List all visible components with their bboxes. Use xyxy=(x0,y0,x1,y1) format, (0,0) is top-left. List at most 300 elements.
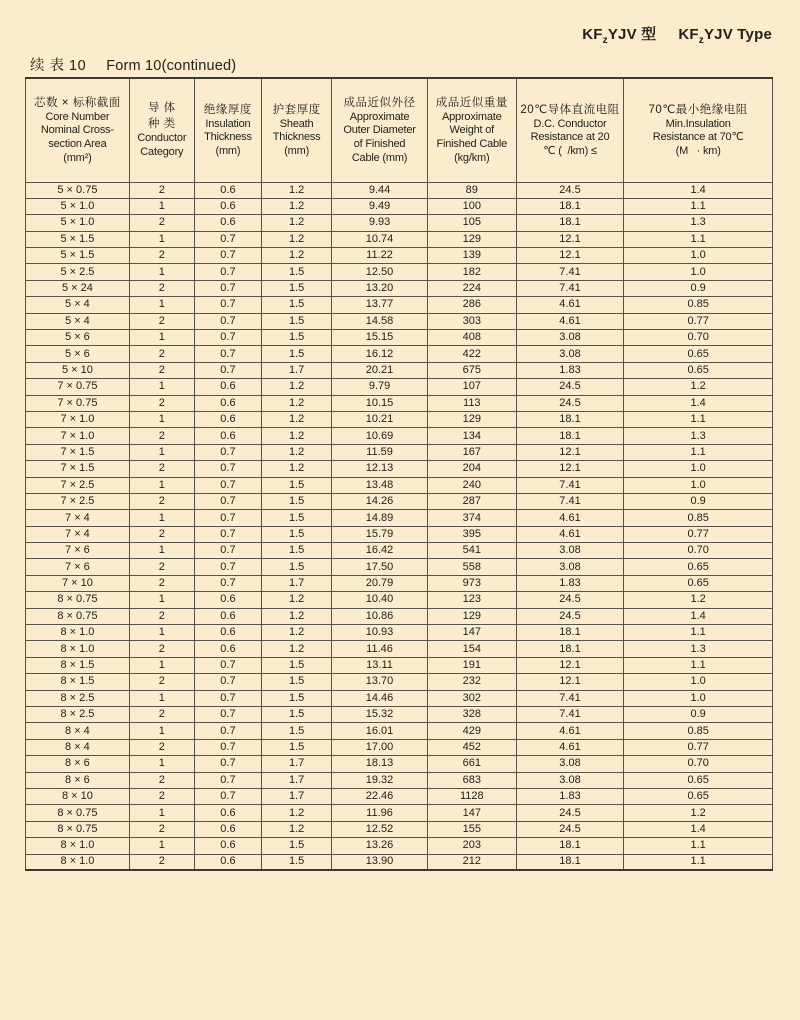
table-cell: 18.13 xyxy=(332,756,428,772)
table-cell: 2 xyxy=(129,461,194,477)
table-cell: 4.61 xyxy=(516,510,624,526)
table-cell: 558 xyxy=(427,559,516,575)
table-cell: 1.0 xyxy=(624,477,773,493)
table-row xyxy=(26,280,773,296)
table-cell: 4.61 xyxy=(516,526,624,542)
table-cell: 1.2 xyxy=(262,821,332,837)
table-cell: 105 xyxy=(427,215,516,231)
header-row xyxy=(26,78,773,182)
table-cell: 14.89 xyxy=(332,510,428,526)
table-cell: 16.42 xyxy=(332,543,428,559)
column-header-line: of Finished xyxy=(353,138,406,151)
table-cell: 0.7 xyxy=(194,264,261,280)
column-header xyxy=(516,78,624,182)
column-header-line: Sheath xyxy=(279,117,314,130)
table-cell: 0.65 xyxy=(624,362,773,378)
table-cell: 302 xyxy=(427,690,516,706)
column-header-line: 成品近似重量 xyxy=(435,96,508,109)
table-cell: 15.79 xyxy=(332,526,428,542)
table-cell: 4.61 xyxy=(516,723,624,739)
table-cell: 17.00 xyxy=(332,739,428,755)
table-cell: 2 xyxy=(129,674,194,690)
table-cell: 5 × 24 xyxy=(26,280,130,296)
table-cell: 7 × 4 xyxy=(26,510,130,526)
table-cell: 203 xyxy=(427,838,516,854)
table-cell: 0.7 xyxy=(194,526,261,542)
table-row xyxy=(26,477,773,493)
table-row xyxy=(26,788,773,804)
table-cell: 2 xyxy=(129,280,194,296)
table-cell: 7 × 1.5 xyxy=(26,461,130,477)
table-cell: 1.5 xyxy=(262,280,332,296)
table-cell: 8 × 4 xyxy=(26,723,130,739)
table-cell: 232 xyxy=(427,674,516,690)
table-cell: 1.5 xyxy=(262,477,332,493)
table-cell: 1.0 xyxy=(624,674,773,690)
table-cell: 8 × 6 xyxy=(26,756,130,772)
column-header xyxy=(427,78,516,182)
column-header-line: Nominal Cross- xyxy=(40,124,114,137)
table-cell: 0.7 xyxy=(194,248,261,264)
table-cell: 0.70 xyxy=(624,330,773,346)
table-cell: 0.77 xyxy=(624,526,773,542)
table-cell: 24.5 xyxy=(516,379,624,395)
table-cell: 1 xyxy=(129,756,194,772)
table-cell: 2 xyxy=(129,215,194,231)
column-header-line: Min.Insulation xyxy=(665,117,731,130)
table-cell: 5 × 1.5 xyxy=(26,231,130,247)
table-cell: 16.12 xyxy=(332,346,428,362)
table-cell: 1 xyxy=(129,838,194,854)
column-header-line: Resistance at 70℃ xyxy=(652,131,744,144)
table-cell: 2 xyxy=(129,707,194,723)
column-header-line: Approximate xyxy=(349,110,410,123)
table-cell: 1.2 xyxy=(262,608,332,624)
table-cell: 1.1 xyxy=(624,657,773,673)
table-cell: 240 xyxy=(427,477,516,493)
table-cell: 3.08 xyxy=(516,543,624,559)
table-cell: 155 xyxy=(427,821,516,837)
table-cell: 0.7 xyxy=(194,559,261,575)
table-row xyxy=(26,805,773,821)
table-row xyxy=(26,330,773,346)
table-cell: 1 xyxy=(129,198,194,214)
column-header-line: (M · km) xyxy=(675,145,721,158)
table-cell: 0.7 xyxy=(194,575,261,591)
table-cell: 1.0 xyxy=(624,690,773,706)
column-header xyxy=(129,78,194,182)
table-cell: 7.41 xyxy=(516,690,624,706)
table-cell: 14.26 xyxy=(332,493,428,509)
table-cell: 7 × 0.75 xyxy=(26,395,130,411)
column-header-line: Thickness xyxy=(204,131,252,144)
table-cell: 0.6 xyxy=(194,641,261,657)
table-cell: 1.2 xyxy=(262,182,332,198)
table-cell: 0.7 xyxy=(194,788,261,804)
column-header xyxy=(26,78,130,182)
table-cell: 0.7 xyxy=(194,723,261,739)
cable-spec-table xyxy=(25,77,773,871)
table-cell: 0.7 xyxy=(194,280,261,296)
table-row xyxy=(26,297,773,313)
table-cell: 0.7 xyxy=(194,362,261,378)
table-cell: 1.2 xyxy=(262,805,332,821)
table-cell: 1.2 xyxy=(262,592,332,608)
table-cell: 1.5 xyxy=(262,854,332,870)
table-cell: 2 xyxy=(129,641,194,657)
column-header-line: Core Number xyxy=(45,110,110,123)
table-cell: 2 xyxy=(129,362,194,378)
table-cell: 18.1 xyxy=(516,854,624,870)
table-cell: 0.7 xyxy=(194,690,261,706)
table-cell: 0.6 xyxy=(194,854,261,870)
table-cell: 0.85 xyxy=(624,510,773,526)
table-cell: 18.1 xyxy=(516,411,624,427)
column-header-line: (kg/km) xyxy=(454,152,490,165)
table-cell: 7 × 6 xyxy=(26,543,130,559)
column-header-line: Category xyxy=(140,146,184,159)
table-cell: 12.13 xyxy=(332,461,428,477)
table-cell: 154 xyxy=(427,641,516,657)
table-cell: 100 xyxy=(427,198,516,214)
table-cell: 0.65 xyxy=(624,559,773,575)
table-cell: 89 xyxy=(427,182,516,198)
table-cell: 129 xyxy=(427,608,516,624)
table-cell: 1 xyxy=(129,297,194,313)
table-cell: 1.83 xyxy=(516,575,624,591)
table-cell: 1.1 xyxy=(624,411,773,427)
table-cell: 2 xyxy=(129,182,194,198)
column-header-line: 20℃导体直流电阻 xyxy=(520,103,620,116)
table-row xyxy=(26,461,773,477)
table-cell: 18.1 xyxy=(516,428,624,444)
table-cell: 134 xyxy=(427,428,516,444)
table-cell: 7 × 1.0 xyxy=(26,428,130,444)
table-cell: 13.48 xyxy=(332,477,428,493)
table-cell: 973 xyxy=(427,575,516,591)
table-cell: 8 × 0.75 xyxy=(26,805,130,821)
table-cell: 1 xyxy=(129,805,194,821)
table-cell: 1.2 xyxy=(262,641,332,657)
table-cell: 24.5 xyxy=(516,821,624,837)
table-cell: 5 × 6 xyxy=(26,346,130,362)
table-cell: 0.65 xyxy=(624,346,773,362)
table-cell: 1.4 xyxy=(624,182,773,198)
table-cell: 0.7 xyxy=(194,444,261,460)
table-cell: 1.5 xyxy=(262,346,332,362)
table-row xyxy=(26,723,773,739)
table-row xyxy=(26,690,773,706)
table-cell: 0.7 xyxy=(194,461,261,477)
table-cell: 1.5 xyxy=(262,690,332,706)
table-cell: 8 × 0.75 xyxy=(26,592,130,608)
table-cell: 9.93 xyxy=(332,215,428,231)
table-cell: 2 xyxy=(129,313,194,329)
table-cell: 2 xyxy=(129,493,194,509)
table-cell: 7.41 xyxy=(516,493,624,509)
table-cell: 1.7 xyxy=(262,362,332,378)
table-cell: 0.7 xyxy=(194,510,261,526)
table-cell: 1.3 xyxy=(624,428,773,444)
column-header-line: Insulation xyxy=(205,117,251,130)
table-cell: 0.7 xyxy=(194,346,261,362)
table-cell: 1.5 xyxy=(262,330,332,346)
column-header-line: 导 体 xyxy=(147,102,176,115)
table-cell: 1 xyxy=(129,657,194,673)
table-cell: 0.85 xyxy=(624,723,773,739)
table-row xyxy=(26,608,773,624)
table-cell: 7 × 2.5 xyxy=(26,477,130,493)
table-header xyxy=(26,78,773,182)
table-cell: 1.5 xyxy=(262,493,332,509)
table-cell: 5 × 4 xyxy=(26,297,130,313)
table-cell: 1.2 xyxy=(262,428,332,444)
table-row xyxy=(26,198,773,214)
table-cell: 1.1 xyxy=(624,625,773,641)
table-cell: 0.6 xyxy=(194,411,261,427)
table-cell: 10.93 xyxy=(332,625,428,641)
table-cell: 7 × 2.5 xyxy=(26,493,130,509)
column-header-line: Thickness xyxy=(272,131,321,144)
table-cell: 1 xyxy=(129,690,194,706)
table-cell: 10.86 xyxy=(332,608,428,624)
table-cell: 13.77 xyxy=(332,297,428,313)
table-cell: 0.6 xyxy=(194,592,261,608)
table-cell: 12.52 xyxy=(332,821,428,837)
table-cell: 12.1 xyxy=(516,657,624,673)
table-cell: 1 xyxy=(129,625,194,641)
table-cell: 422 xyxy=(427,346,516,362)
table-cell: 12.1 xyxy=(516,231,624,247)
table-cell: 1.3 xyxy=(624,215,773,231)
table-cell: 13.90 xyxy=(332,854,428,870)
table-cell: 2 xyxy=(129,346,194,362)
table-cell: 1.7 xyxy=(262,772,332,788)
table-cell: 7 × 10 xyxy=(26,575,130,591)
table-cell: 1.5 xyxy=(262,526,332,542)
table-row xyxy=(26,362,773,378)
table-cell: 2 xyxy=(129,559,194,575)
spec-table-container xyxy=(25,77,773,871)
table-cell: 8 × 1.0 xyxy=(26,854,130,870)
table-cell: 1 xyxy=(129,477,194,493)
table-cell: 0.7 xyxy=(194,543,261,559)
table-cell: 1.2 xyxy=(262,444,332,460)
table-cell: 2 xyxy=(129,248,194,264)
table-cell: 11.46 xyxy=(332,641,428,657)
table-cell: 0.65 xyxy=(624,772,773,788)
table-cell: 0.85 xyxy=(624,297,773,313)
table-cell: 15.32 xyxy=(332,707,428,723)
table-cell: 7 × 0.75 xyxy=(26,379,130,395)
table-cell: 0.6 xyxy=(194,821,261,837)
table-cell: 5 × 0.75 xyxy=(26,182,130,198)
table-row xyxy=(26,248,773,264)
table-cell: 286 xyxy=(427,297,516,313)
table-cell: 2 xyxy=(129,428,194,444)
table-cell: 3.08 xyxy=(516,756,624,772)
table-cell: 2 xyxy=(129,788,194,804)
table-cell: 13.70 xyxy=(332,674,428,690)
table-cell: 1 xyxy=(129,543,194,559)
table-row xyxy=(26,592,773,608)
table-row xyxy=(26,838,773,854)
table-cell: 0.7 xyxy=(194,657,261,673)
column-header-line: (mm²) xyxy=(63,152,92,165)
table-cell: 0.6 xyxy=(194,805,261,821)
table-row xyxy=(26,772,773,788)
table-cell: 1.4 xyxy=(624,395,773,411)
table-row xyxy=(26,526,773,542)
table-cell: 0.7 xyxy=(194,297,261,313)
column-header-line: D.C. Conductor xyxy=(533,117,607,130)
table-cell: 212 xyxy=(427,854,516,870)
table-cell: 0.9 xyxy=(624,493,773,509)
table-cell: 0.9 xyxy=(624,280,773,296)
table-cell: 1.5 xyxy=(262,510,332,526)
table-cell: 1.3 xyxy=(624,641,773,657)
table-cell: 395 xyxy=(427,526,516,542)
table-cell: 0.7 xyxy=(194,330,261,346)
table-cell: 1.2 xyxy=(262,461,332,477)
table-cell: 224 xyxy=(427,280,516,296)
column-header-line: Outer Diameter xyxy=(343,124,416,137)
table-cell: 147 xyxy=(427,625,516,641)
table-cell: 4.61 xyxy=(516,739,624,755)
table-row xyxy=(26,575,773,591)
table-cell: 2 xyxy=(129,739,194,755)
table-cell: 1.1 xyxy=(624,854,773,870)
table-cell: 1.2 xyxy=(262,231,332,247)
table-cell: 13.26 xyxy=(332,838,428,854)
table-cell: 0.7 xyxy=(194,493,261,509)
table-cell: 11.96 xyxy=(332,805,428,821)
table-cell: 5 × 6 xyxy=(26,330,130,346)
table-cell: 3.08 xyxy=(516,772,624,788)
column-header xyxy=(194,78,261,182)
table-cell: 1 xyxy=(129,723,194,739)
column-header-line: 护套厚度 xyxy=(272,103,321,116)
table-cell: 0.6 xyxy=(194,608,261,624)
table-cell: 7 × 6 xyxy=(26,559,130,575)
table-cell: 0.65 xyxy=(624,575,773,591)
table-cell: 1.5 xyxy=(262,543,332,559)
table-cell: 8 × 4 xyxy=(26,739,130,755)
column-header-line: 70℃最小绝缘电阻 xyxy=(648,103,748,116)
column-header-line: Cable (mm) xyxy=(351,152,408,165)
table-row xyxy=(26,493,773,509)
table-cell: 18.1 xyxy=(516,625,624,641)
table-cell: 12.50 xyxy=(332,264,428,280)
table-cell: 0.6 xyxy=(194,215,261,231)
table-cell: 1.7 xyxy=(262,756,332,772)
table-cell: 24.5 xyxy=(516,592,624,608)
table-cell: 11.59 xyxy=(332,444,428,460)
table-cell: 1.7 xyxy=(262,788,332,804)
table-cell: 1.2 xyxy=(262,248,332,264)
table-cell: 0.7 xyxy=(194,477,261,493)
table-cell: 1.5 xyxy=(262,674,332,690)
table-cell: 7 × 1.0 xyxy=(26,411,130,427)
table-cell: 1.0 xyxy=(624,461,773,477)
table-cell: 5 × 4 xyxy=(26,313,130,329)
table-row xyxy=(26,756,773,772)
table-cell: 20.79 xyxy=(332,575,428,591)
table-cell: 1.4 xyxy=(624,608,773,624)
table-cell: 5 × 1.5 xyxy=(26,248,130,264)
table-cell: 0.6 xyxy=(194,182,261,198)
table-cell: 452 xyxy=(427,739,516,755)
caption-en: Form 10(continued) xyxy=(106,58,237,74)
table-cell: 1.7 xyxy=(262,575,332,591)
table-cell: 8 × 10 xyxy=(26,788,130,804)
table-cell: 0.65 xyxy=(624,788,773,804)
table-cell: 303 xyxy=(427,313,516,329)
table-row xyxy=(26,657,773,673)
table-cell: 9.79 xyxy=(332,379,428,395)
table-cell: 1.1 xyxy=(624,838,773,854)
table-cell: 8 × 0.75 xyxy=(26,821,130,837)
table-cell: 18.1 xyxy=(516,215,624,231)
table-cell: 9.44 xyxy=(332,182,428,198)
table-cell: 8 × 6 xyxy=(26,772,130,788)
table-cell: 1.2 xyxy=(262,625,332,641)
table-cell: 0.70 xyxy=(624,543,773,559)
table-cell: 10.40 xyxy=(332,592,428,608)
table-cell: 429 xyxy=(427,723,516,739)
table-cell: 0.6 xyxy=(194,395,261,411)
cable-type-cn: $KF_zYJV$ 型 xyxy=(582,26,657,46)
table-cell: 4.61 xyxy=(516,313,624,329)
column-header-line: 绝缘厚度 xyxy=(203,103,252,116)
table-cell: 15.15 xyxy=(332,330,428,346)
table-cell: 1.5 xyxy=(262,264,332,280)
table-row xyxy=(26,625,773,641)
table-cell: 675 xyxy=(427,362,516,378)
table-cell: 0.6 xyxy=(194,625,261,641)
table-cell: 0.7 xyxy=(194,739,261,755)
table-cell: 13.11 xyxy=(332,657,428,673)
table-cell: 18.1 xyxy=(516,641,624,657)
table-row xyxy=(26,215,773,231)
table-cell: 1 xyxy=(129,264,194,280)
table-cell: 129 xyxy=(427,411,516,427)
table-cell: 1 xyxy=(129,444,194,460)
table-cell: 7.41 xyxy=(516,477,624,493)
table-cell: 1.83 xyxy=(516,788,624,804)
table-cell: 2 xyxy=(129,608,194,624)
table-cell: 8 × 1.0 xyxy=(26,625,130,641)
table-cell: 1.5 xyxy=(262,559,332,575)
table-cell: 0.70 xyxy=(624,756,773,772)
table-cell: 24.5 xyxy=(516,805,624,821)
table-row xyxy=(26,854,773,870)
table-cell: 129 xyxy=(427,231,516,247)
table-cell: 113 xyxy=(427,395,516,411)
table-cell: 0.6 xyxy=(194,379,261,395)
table-cell: 1.5 xyxy=(262,657,332,673)
table-cell: 0.6 xyxy=(194,838,261,854)
column-header-line: Weight of xyxy=(449,124,495,137)
column-header-line: Resistance at 20 xyxy=(530,131,610,144)
table-cell: 167 xyxy=(427,444,516,460)
cable-type-en: $KF_zYJV$ Type xyxy=(678,26,772,46)
table-cell: 2 xyxy=(129,821,194,837)
table-cell: 0.7 xyxy=(194,756,261,772)
table-cell: 541 xyxy=(427,543,516,559)
table-cell: 2 xyxy=(129,526,194,542)
table-row xyxy=(26,510,773,526)
